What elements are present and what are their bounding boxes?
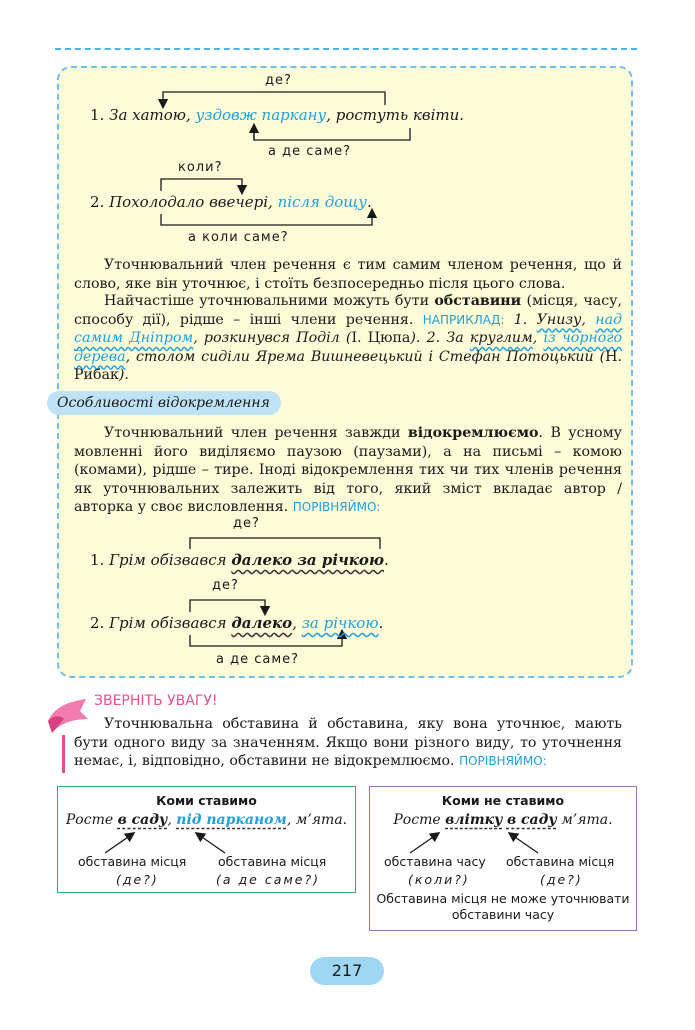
ex2-question-above: коли? bbox=[178, 160, 223, 175]
bracket-ex1-top bbox=[163, 92, 385, 105]
commas-label-left: обставина місця bbox=[78, 854, 187, 869]
commas-box-sentence: Росте в саду, під парканом, м’ята. bbox=[65, 812, 348, 828]
no-commas-box-title: Коми не ставимо bbox=[441, 793, 565, 808]
bracket-ex1-bottom bbox=[254, 128, 410, 140]
commas-question-left: (де?) bbox=[116, 872, 159, 887]
bracket-bex2-bottom bbox=[190, 634, 342, 646]
commas-box-title: Коми ставимо bbox=[156, 793, 257, 808]
section-title: Особливості відокремлення bbox=[47, 391, 281, 415]
bex2-question-above: де? bbox=[212, 578, 239, 593]
compare-example-1: 1. Грім обізвався далеко за річкою. bbox=[90, 551, 389, 569]
commas-label-right: обставина місця bbox=[218, 854, 327, 869]
examples-paragraph: Найчастіше уточнювальними можуть бути обставини (місця, часу, способу дії), рідше – інші члени речення. НАПРИКЛАД: 1. Унизу, над самим Дніпром, розкинувся Поділ (І. Цюпа). 2. За круглим, із чорного дерева, столом сиділи Ярема Вишневецький і Стефан Потоцький (Н. Рибак). bbox=[74, 293, 623, 383]
attention-text: Уточнювальна обставина й обставина, яку вона уточнює, мають бути одного виду за значенням. Якщо вони різного виду, то уточнення немає, і, відповідно, обставини не відокремлюємо. ПОРІВНЯЙМО: bbox=[74, 716, 622, 769]
no-commas-question-left: (коли?) bbox=[408, 872, 470, 887]
bex2-question-below: а де саме? bbox=[216, 652, 300, 667]
separation-paragraph: Уточнювальний член речення завжди відокремлюємо. В усному мовленні його виділяємо паузою (паузами), а на письмі – комою (комами), рідше – тире. Іноді відокремлення тих чи тих членів речення як уточнювальних залежить від того, який зміст вкладає автор / авторка у своє висловлення. ПОРІВНЯЙМО: bbox=[74, 425, 622, 515]
no-commas-label-left: обставина часу bbox=[384, 854, 486, 869]
bracket-bex2-top bbox=[190, 600, 265, 612]
commas-question-right: (а де саме?) bbox=[216, 872, 320, 887]
ex1-question-below: а де саме? bbox=[268, 144, 352, 159]
ex1-clarifying-phrase: уздовж паркану bbox=[195, 106, 327, 124]
no-commas-question-right: (де?) bbox=[540, 872, 583, 887]
attention-title: ЗВЕРНІТЬ УВАГУ! bbox=[94, 693, 218, 709]
ex2-question-below: а коли саме? bbox=[188, 230, 289, 245]
no-commas-box bbox=[369, 786, 637, 931]
no-commas-label-right: обставина місця bbox=[506, 854, 615, 869]
bracket-ex2-bottom bbox=[161, 213, 372, 225]
no-commas-note: Обставина місця не може уточнювати обставини часу bbox=[376, 891, 630, 922]
ex2-clarifying-phrase: після дощу bbox=[277, 193, 367, 211]
page-number: 217 bbox=[310, 957, 384, 985]
attention-bar bbox=[62, 735, 65, 773]
bracket-bex1-top bbox=[190, 538, 380, 549]
bex1-question-above: де? bbox=[233, 516, 260, 531]
ex1-question-above: де? bbox=[265, 73, 292, 88]
example-2: 2. Похолодало ввечері, після дощу. bbox=[90, 193, 372, 211]
example-1: 1. За хатою, уздовж паркану, ростуть квіти. bbox=[90, 106, 465, 124]
bracket-ex2-top bbox=[161, 179, 242, 191]
compare-example-2: 2. Грім обізвався далеко, за річкою. bbox=[90, 614, 384, 632]
definition-paragraph: Уточнювальний член речення є тим самим членом речення, що й слово, яке він уточнює, і стоїть безпосередньо після цього слова. bbox=[74, 257, 622, 292]
no-commas-box-sentence: Росте влітку в саду м’ята. bbox=[393, 812, 613, 828]
commas-box bbox=[57, 786, 356, 893]
